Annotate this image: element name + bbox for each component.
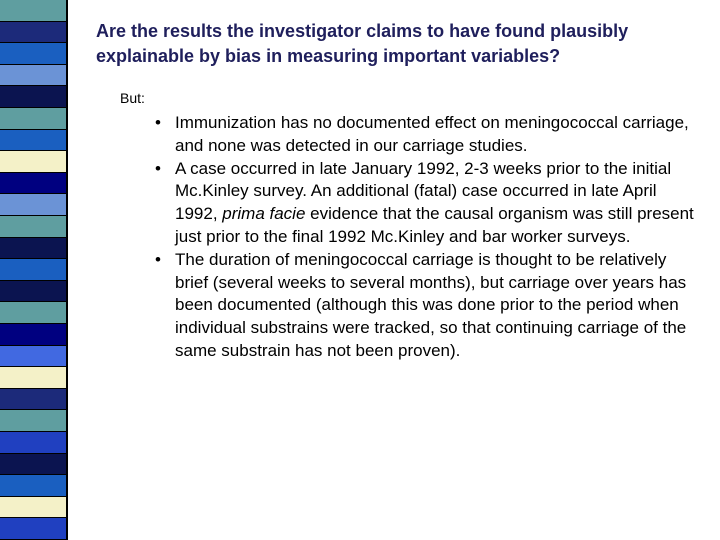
stripe-block — [0, 22, 66, 44]
bullet-text: Immunization has no documented effect on meningococcal carriage, and none was detected in our carriage studies. — [175, 113, 689, 155]
stripe-block — [0, 194, 66, 216]
stripe-block — [0, 302, 66, 324]
stripe-block — [0, 389, 66, 411]
bullet-item — [155, 249, 700, 363]
bullet-marker: • — [155, 249, 161, 269]
stripe-block — [0, 0, 66, 22]
stripe-block — [0, 216, 66, 238]
stripe-block — [0, 86, 66, 108]
stripe-block — [0, 151, 66, 173]
stripe-block — [0, 324, 66, 346]
bullet-item — [155, 112, 700, 158]
bullet-text-italic: prima facie — [222, 204, 306, 224]
stripe-block — [0, 65, 66, 87]
stripe-block — [0, 130, 66, 152]
stripe-block — [0, 518, 66, 540]
stripe-block — [0, 497, 66, 519]
stripe-block — [0, 454, 66, 476]
bullet-marker: • — [155, 113, 161, 132]
bullet-text-part: evidence that the causal organism was still present just prior to the final 1992 Mc.Kinley and bar worker surveys. — [175, 204, 694, 246]
decorative-stripe — [0, 0, 68, 540]
stripe-block — [0, 108, 66, 130]
bullet-text-part: A case occurred in late January 1992, 2-3 weeks prior to the initial Mc.Kinley survey. An additional (fatal) case occurred in late April 1992, — [175, 158, 672, 224]
stripe-block — [0, 281, 66, 303]
bullet-item — [155, 158, 700, 249]
bullet-text: The duration of meningococcal carriage is thought to be relatively brief (several weeks to several months), but carriage over years has been documented (although this was done prior to the period when individual substrains were tracked, so that continuing carriage of the same substrain has not been proven). — [175, 249, 687, 360]
bullet-list — [155, 112, 700, 363]
stripe-block — [0, 173, 66, 195]
stripe-block — [0, 259, 66, 281]
but-label: But: — [120, 90, 145, 106]
stripe-block — [0, 475, 66, 497]
slide-title: Are the results the investigator claims to have found plausibly explainable by bias in measuring important variables? — [96, 21, 629, 66]
bullet-text — [175, 159, 694, 246]
stripe-block — [0, 410, 66, 432]
stripe-block — [0, 367, 66, 389]
stripe-block — [0, 238, 66, 260]
stripe-block — [0, 346, 66, 368]
stripe-block — [0, 432, 66, 454]
stripe-block — [0, 43, 66, 65]
bullet-marker: • — [155, 158, 161, 178]
